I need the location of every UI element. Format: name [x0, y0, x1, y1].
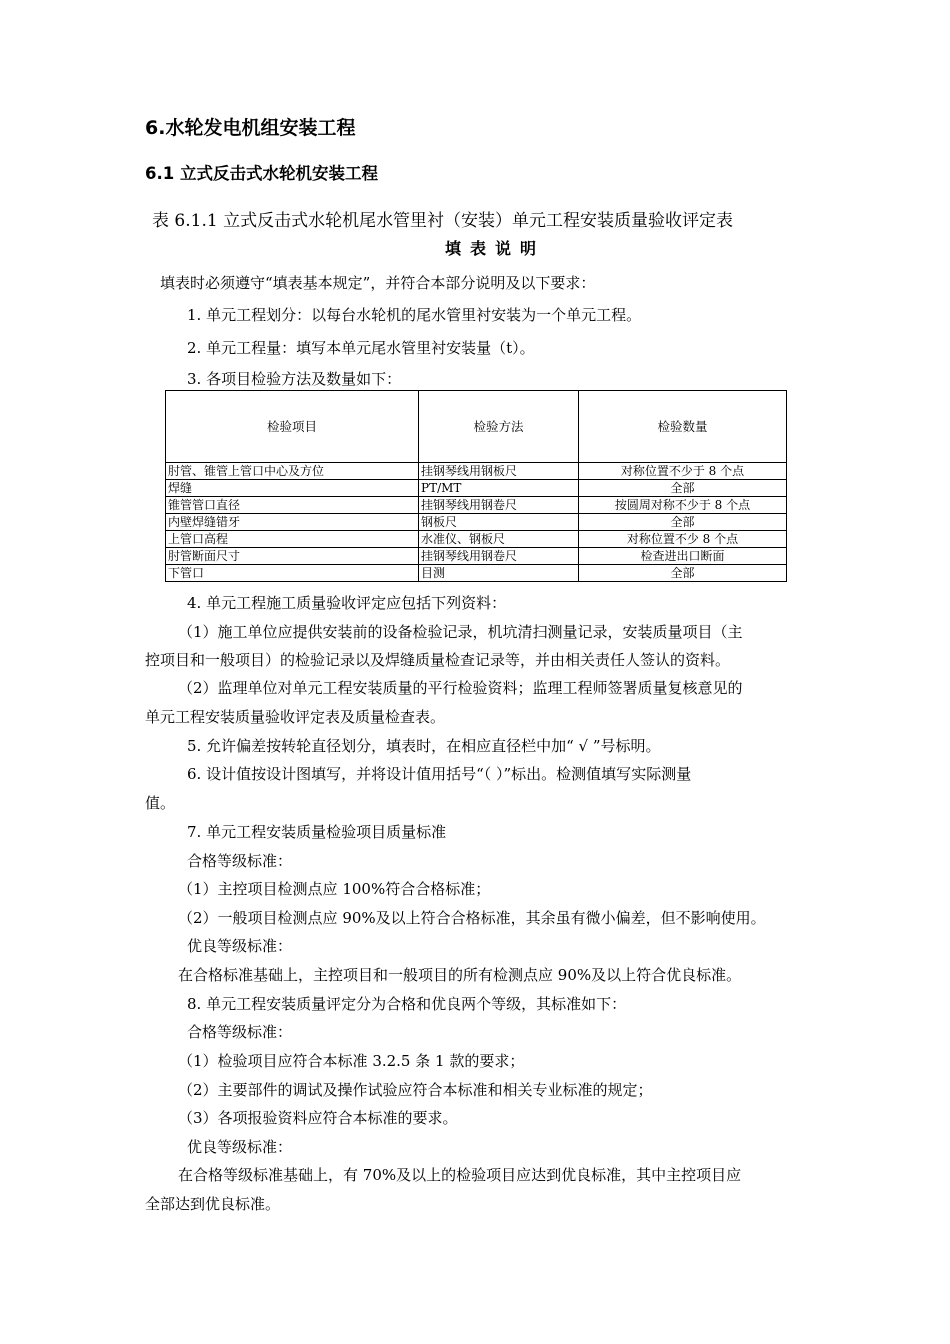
item-7-excellent-label: 优良等级标准： — [187, 937, 293, 955]
table-row — [166, 497, 787, 514]
cell-item: 内壁焊缝错牙 — [166, 514, 419, 531]
cell-item: 肘管断面尺寸 — [166, 548, 419, 565]
item-8-pass-3: （3）各项报验资料应符合本标准的要求。 — [178, 1109, 458, 1127]
intro-text: 填表时必须遵守“填表基本规定”，并符合本部分说明及以下要求： — [160, 274, 596, 292]
table-row — [166, 531, 787, 548]
item-8-excellent-line-a: 在合格等级标准基础上，有 70%及以上的检验项目应达到优良标准，其中主控项目应 — [178, 1166, 742, 1184]
chapter-heading: 6.水轮发电机组安装工程 — [145, 117, 356, 139]
table-header-row — [166, 391, 787, 463]
item-8-pass-2: （2）主要部件的调试及操作试验应符合本标准和相关专业标准的规定； — [178, 1081, 653, 1099]
table-row — [166, 565, 787, 582]
item-4-2-line-b: 单元工程安装质量验收评定表及质量检查表。 — [145, 708, 446, 726]
cell-method: 水准仪、钢板尺 — [419, 531, 579, 548]
cell-method: 挂钢琴线用钢板尺 — [419, 463, 579, 480]
cell-method: 挂钢琴线用钢卷尺 — [419, 497, 579, 514]
table-caption: 表 6.1.1 立式反击式水轮机尾水管里衬（安装）单元工程安装质量验收评定表 — [152, 211, 734, 231]
item-8-pass-label: 合格等级标准： — [187, 1023, 293, 1041]
header-method: 检验方法 — [419, 391, 579, 463]
item-6-line-b: 值。 — [145, 794, 176, 812]
cell-method: 钢板尺 — [419, 514, 579, 531]
cell-method: PT/MT — [419, 480, 579, 497]
item-8-pass-1: （1）检验项目应符合本标准 3.2.5 条 1 款的要求； — [178, 1052, 525, 1070]
cell-method: 目测 — [419, 565, 579, 582]
cell-quantity: 全部 — [579, 480, 787, 497]
section-heading: 6.1 立式反击式水轮机安装工程 — [145, 164, 378, 183]
table-row — [166, 480, 787, 497]
cell-quantity: 检查进出口断面 — [579, 548, 787, 565]
header-quantity: 检验数量 — [579, 391, 787, 463]
cell-quantity: 全部 — [579, 514, 787, 531]
cell-quantity: 对称位置不少 8 个点 — [579, 531, 787, 548]
header-item: 检验项目 — [166, 391, 419, 463]
item-2: 2. 单元工程量：填写本单元尾水管里衬安装量（t）。 — [187, 339, 535, 357]
inspection-table — [165, 390, 787, 582]
cell-item: 锥管管口直径 — [166, 497, 419, 514]
cell-quantity: 按圆周对称不少于 8 个点 — [579, 497, 787, 514]
item-1: 1. 单元工程划分：以每台水轮机的尾水管里衬安装为一个单元工程。 — [187, 306, 642, 324]
item-7-excellent-text: 在合格标准基础上，主控项目和一般项目的所有检测点应 90%及以上符合优良标准。 — [178, 966, 742, 984]
item-7-pass-2: （2）一般项目检测点应 90%及以上符合合格标准，其余虽有微小偏差，但不影响使用。 — [178, 909, 766, 927]
item-4-1-line-b: 控项目和一般项目）的检验记录以及焊缝质量检查记录等，并由相关责任人签认的资料。 — [145, 651, 731, 669]
item-4-2-line-a: （2）监理单位对单元工程安装质量的平行检验资料；监理工程师签署质量复核意见的 — [178, 679, 743, 697]
cell-item: 焊缝 — [166, 480, 419, 497]
item-7-pass-1: （1）主控项目检测点应 100%符合合格标准； — [178, 880, 491, 898]
item-8-excellent-label: 优良等级标准： — [187, 1138, 293, 1156]
cell-item: 下管口 — [166, 565, 419, 582]
item-8: 8. 单元工程安装质量评定分为合格和优良两个等级，其标准如下： — [187, 995, 627, 1013]
item-6-line-a: 6. 设计值按设计图填写，并将设计值用括号“（ ）”标出。检测值填写实际测量 — [187, 765, 692, 783]
table-row — [166, 548, 787, 565]
item-8-excellent-line-b: 全部达到优良标准。 — [145, 1195, 281, 1213]
cell-method: 挂钢琴线用钢卷尺 — [419, 548, 579, 565]
cell-quantity: 对称位置不少于 8 个点 — [579, 463, 787, 480]
cell-quantity: 全部 — [579, 565, 787, 582]
item-5: 5. 允许偏差按转轮直径划分，填表时，在相应直径栏中加“ √ ”号标明。 — [187, 737, 661, 755]
item-4-1-line-a: （1）施工单位应提供安装前的设备检验记录，机坑清扫测量记录，安装质量项目（主 — [178, 623, 743, 641]
subtitle: 填表说明 — [445, 239, 546, 258]
item-7-pass-label: 合格等级标准： — [187, 852, 293, 870]
item-3: 3. 各项目检验方法及数量如下： — [187, 370, 402, 388]
item-4: 4. 单元工程施工质量验收评定应包括下列资料： — [187, 594, 507, 612]
cell-item: 肘管、锥管上管口中心及方位 — [166, 463, 419, 480]
table-row — [166, 463, 787, 480]
table-row — [166, 514, 787, 531]
cell-item: 上管口高程 — [166, 531, 419, 548]
item-7: 7. 单元工程安装质量检验项目质量标准 — [187, 823, 447, 841]
